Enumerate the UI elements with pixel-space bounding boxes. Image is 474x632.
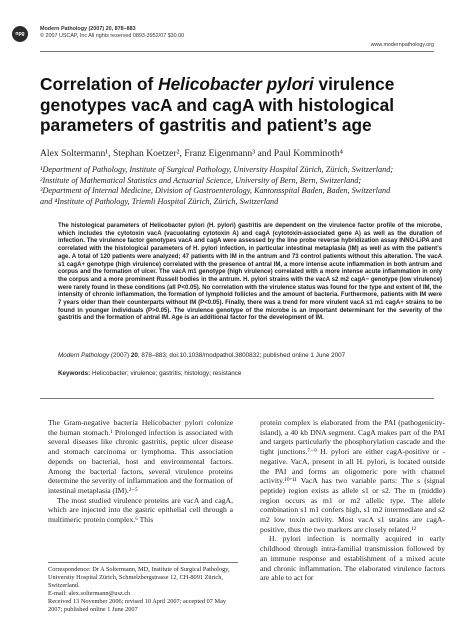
correspondence-email[interactable]: E-mail: alex.soltermann@usz.ch: [48, 590, 131, 597]
footnote-rule: [48, 562, 238, 563]
article-title: [40, 74, 440, 136]
authors: Alex Soltermann¹, Stephan Koetzer², Franz Eigenmann³ and Paul Komminoth⁴: [40, 148, 343, 159]
keywords: [58, 370, 241, 377]
keywords-text: Helicobacter; virulence; gastritis; histology; resistance: [90, 370, 242, 377]
abstract-rule: [40, 398, 434, 399]
body-paragraph: The most studied virulence proteins are vacA and cagA, which are injected into the gastric epithelial cell through a multimeric protein complex.⁶ This: [48, 495, 233, 525]
citation: [58, 352, 345, 359]
citation-volume: 20: [130, 352, 138, 359]
citation-journal: Modern Pathology: [58, 352, 110, 359]
body-paragraph: protein complex is elaborated from the PAI (pathogenicity-island), a 40 kb DNA segment. CagA makes part of the PAI and targets particularly the phosphorylation cascade and the tight junctions.⁷⁻⁹ H. pylori are either cagA-positive or -negative. VacA, present in all H. pylori, is located outside the PAI and forms an oligomeric pore with channel activity.¹⁰ʼ¹¹ VacA has two variable parts: The s (signal peptide) region exists as allele s1 or s2. The m (middle) region occurs as m1 or m2 allelic type. The allele combination s1 m1 confers high, s1 m2 intermediate and s2 m2 low toxin activity. Most vacA s1 strains are cagA-positive, thus the two markers are closely related.¹²: [260, 418, 445, 534]
title-part-2: virulence genotypes vacA and cagA with histological parameters of gastritis and patient’s age: [40, 74, 395, 135]
citation-details: , 878–883; doi:10.1038/modpathol.3800832; published online 1 June 2007: [137, 352, 346, 359]
affiliation-2: ²Institute of Mathematical Statistics and Actuarial Science, University of Bern, Bern, Switzerland;: [40, 175, 362, 185]
header-rule: [40, 51, 434, 52]
correspondence: [48, 566, 238, 614]
copyright-line: © 2007 USCAP, Inc All rights reserved 0893-3952/07 $30.00: [40, 33, 185, 39]
journal-line: Modern Pathology (2007) 20, 878–883: [40, 26, 136, 32]
body-paragraph: The Gram-negative bacteria Helicobacter pylori colonize the human stomach.¹ Prolonged infection is associated with several diseases like chronic gastritis, peptic ulcer disease and stomach carcinoma or lymphoma. This association depends on bacterial, host and environmental factors. Among the bacterial factors, several virulence proteins determine the severity of inflammation and the formation of intestinal metaplasia (IM).²⁻⁵: [48, 418, 233, 495]
journal-url[interactable]: www.modernpathology.org: [370, 42, 434, 48]
abstract: The histological parameters of Helicobacter pylori (H. pylori) gastritis are dependent on the virulence factor profile of the microbe, which includes the cytotoxin vacA (vacuolating cytotoxin A) and cagA (cytotoxin-associated gene A) as well as the duration of infection. The virulence factor genotypes vacA and cagA were assessed by the line probe reverse hybridization assay INNO-LiPA and correlated with the histological parameters of H. pylori infection, in particular intestinal metaplasia (IM) as well as with the patient’s age. A total of 120 patients were analyzed; 47 patients with IM in the antrum and 73 control patients without this alteration. The vacA s1 cagA+ genotype (high virulence) correlated with the presence of antral IM, a more intense acute inflammation in both antrum and corpus and the formation of ulcer. The vacA m1 genotype (high virulence) correlated with a more intense acute inflammation in only the corpus and a more prominent Russell bodies in the antrum. H. pylori strains with the vacA s2 m2 cagA− genotype (low virulence) were rarely found in these conditions (all P<0.05). No correlation with the virulence status was found for the type and extent of IM, the intensity of chronic inflammation, the formation of lymphoid follicles and the amount of bacteria. Furthermore, patients with IM were 7 years older than their counterparts without IM (P<0.05). Finally, there was a trend for more virulent vacA s1 m1 cagA+ strains to be found in younger individuals (P>0.05). The virulence genotype of the microbe is an important determinant for the severity of the gastritis and the formation of antral IM. Age is an additional factor for the development of IM.: [58, 223, 442, 322]
title-species: Helicobacter pylori: [158, 74, 314, 94]
journal-info: [40, 26, 184, 40]
citation-year: (2007): [109, 352, 131, 359]
npg-logo: [12, 26, 28, 42]
received-dates: Received 13 November 2006; revised 10 April 2007; accepted 07 May 2007; published online 1 June 2007: [48, 598, 227, 613]
correspondence-address: Correspondence: Dr A Soltermann, MD, Institute of Surgical Pathology, University Hospital Zürich, Schmelzbergstrasse 12, CH-8091 Zürich, Switzerland.: [48, 566, 230, 589]
affiliation-3: ³Department of Internal Medicine, Division of Gastroenterology, Kantonsspital Baden, Baden, Switzerland: [40, 186, 391, 195]
affiliation-1: ¹Department of Pathology, Institute of Surgical Pathology, University Hospital Zürich, Zürich, Switzerland;: [40, 165, 394, 174]
body-column-left: [48, 418, 233, 525]
affiliations: [40, 165, 440, 207]
title-part-1: Correlation of: [40, 74, 159, 94]
body-paragraph: H. pylori infection is normally acquired in early childhood through intra-familial transmission followed by an immune response and establishment of a mixed acute and chronic inflammation. The elaborated virulence factors are able to act for: [260, 534, 445, 583]
keywords-label: Keywords:: [58, 370, 91, 377]
body-column-right: [260, 418, 445, 583]
npg-logo-text: npg: [15, 31, 25, 37]
affiliation-4: and ⁴Institute of Pathology, Triemli Hospital Zürich, Zürich, Switzerland: [40, 196, 279, 206]
